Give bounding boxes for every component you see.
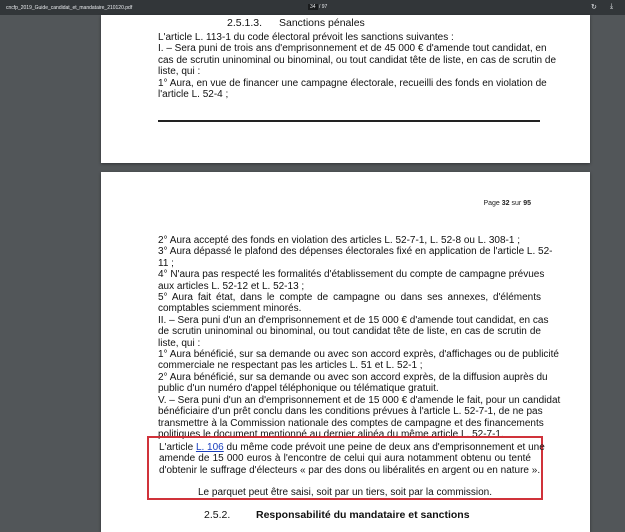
text-line: 2° Aura bénéficié, sur sa demande ou avec son accord exprès, de la diffusion auprès du — [158, 371, 548, 383]
text-line: bénéficiaire d'un prêt conclu dans les conditions prévues à l'article L. 52-7-1, de ne pas — [158, 406, 543, 418]
page-footer-number — [483, 200, 531, 207]
heading-title: Responsabilité du mandataire et sanctions — [256, 509, 470, 521]
page-number-input[interactable]: 34 — [310, 4, 316, 10]
text-line: 3° Aura dépassé le plafond des dépenses électorales fixé en application de l'article L. 52- — [158, 246, 553, 258]
box-line: Le parquet peut être saisi, soit par un tiers, soit par la commission. — [197, 487, 493, 499]
text-line: V. – Sera puni d'un an d'emprisonnement et de 15 000 € d'amende le fait, pour un candidat — [158, 394, 561, 406]
box-line: amende de 15 000 euros à l'encontre de celui qui aura notamment obtenu ou tenté — [159, 453, 531, 465]
text-line: public d'un numéro d'appel téléphonique ou télématique gratuit. — [158, 383, 439, 395]
page-total: 95 — [523, 200, 531, 207]
section-heading — [227, 17, 365, 29]
text-line: de scrutin uninominal ou binominal, ou tout candidat tête de liste, en cas de scrutin de — [158, 326, 541, 338]
text-line: transmettre à la Commission nationale des comptes de campagne et des financements — [158, 417, 544, 429]
page-num: 32 — [501, 200, 510, 207]
page-indicator — [308, 4, 327, 10]
text-line: 4° N'aura pas respecté les formalités d'établissement du compte de campagne prévues — [158, 269, 545, 281]
text: du même code prévoit une peine de deux ans d'emprisonnement et une — [223, 442, 545, 453]
text-line: L'article L. 113-1 du code électoral prévoit les sanctions suivantes : — [158, 32, 454, 43]
text-line: 1° Aura, en vue de financer une campagne électorale, recueilli des fonds en violation de — [158, 77, 547, 89]
highlight-box — [147, 436, 543, 500]
page-separator: / — [318, 4, 321, 10]
heading-number: 2.5.1.3. — [227, 17, 263, 29]
text-line: 11 ; — [158, 257, 174, 269]
page-sur: sur — [511, 200, 522, 207]
text-line: II. – Sera puni d'un an d'emprisonnement et de 15 000 € d'amende tout candidat, en cas — [158, 314, 549, 326]
box-line: d'obtenir le suffrage d'électeurs « par des dons ou libéralités en argent ou en nature ». — [159, 464, 541, 476]
body-text — [158, 32, 557, 101]
text-line: I. – Sera puni de trois ans d'emprisonnement et de 45 000 € d'amende tout candidat, en — [158, 43, 547, 55]
horizontal-rule — [158, 120, 540, 122]
body-text — [158, 235, 561, 440]
text-line: 5° Aura fait état, dans le compte de campagne ou dans ses annexes, d'éléments — [158, 292, 541, 304]
pdf-toolbar — [0, 0, 625, 15]
text-line: liste, qui : — [158, 66, 201, 78]
text-line: comptables sciemment minorés. — [158, 303, 302, 315]
text-line: 2° Aura accepté des fonds en violation des articles L. 52-7-1, L. 52-8 ou L. 308-1 ; — [158, 235, 521, 246]
rotate-icon[interactable]: ↻ — [591, 4, 597, 11]
text-line: 1° Aura bénéficié, sur sa demande ou avec son accord exprès, d'affichages ou de publicité — [158, 349, 559, 361]
heading-title: Sanctions pénales — [279, 17, 365, 29]
text-line: commerciale ne respectant pas les articles L. 51 et L. 52-1 ; — [158, 360, 423, 372]
section-heading — [204, 509, 470, 521]
box-line — [159, 442, 545, 453]
page-label: Page — [483, 200, 500, 207]
text-line: liste, qui : — [158, 337, 201, 349]
text: L'article — [159, 442, 196, 453]
text-line: l'article L. 52-4 ; — [158, 89, 229, 101]
page-total: 97 — [321, 4, 328, 10]
heading-number: 2.5.2. — [204, 509, 231, 521]
text-line: politiques le document mentionné au dernier alinéa du même article L. 52-7-1. — [158, 428, 504, 440]
text-line: cas de scrutin uninominal ou binominal, ou tout candidat tête de liste, en cas de scrutin de — [158, 54, 557, 66]
download-icon[interactable]: ⤓ — [610, 3, 614, 10]
article-link[interactable]: L. 106 — [195, 442, 224, 453]
pdf-page — [101, 15, 590, 163]
text-line: aux articles L. 52-12 et L. 52-13 ; — [158, 280, 305, 292]
pdf-page — [101, 172, 590, 532]
file-name: cncfp_2019_Guide_candidat_et_mandataire_210120.pdf — [6, 5, 133, 11]
box-text — [159, 442, 545, 499]
